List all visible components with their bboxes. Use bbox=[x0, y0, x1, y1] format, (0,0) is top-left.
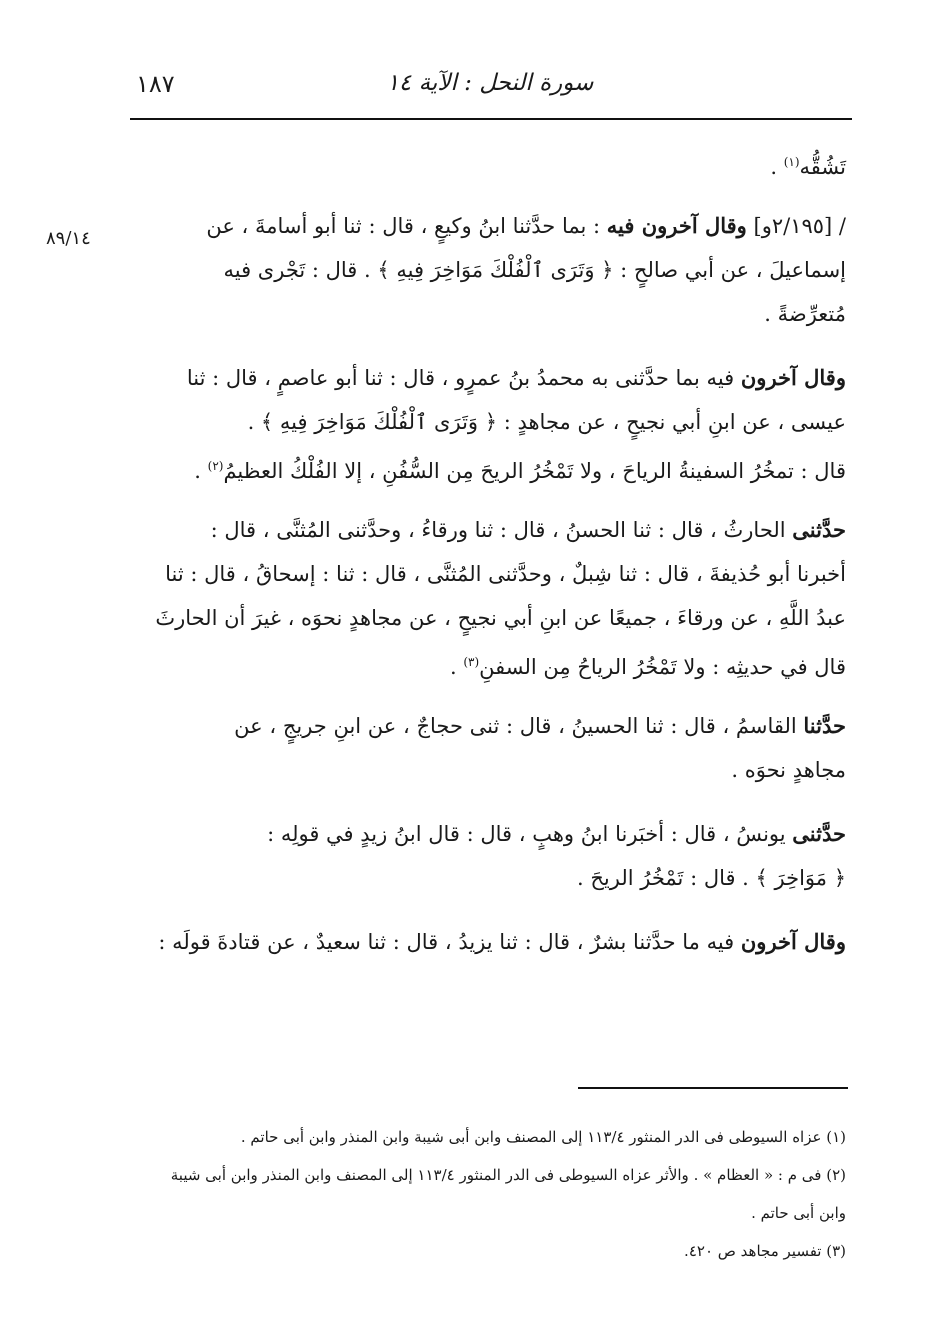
paragraph-line: مجاهدٍ نحوَه . bbox=[731, 758, 846, 782]
text-span: يونسُ ، قال : أخبَرنا ابنُ وهبٍ ، قال : قال ابنُ زيدٍ في قولِه : bbox=[267, 822, 793, 846]
running-title: سورة النحل : الآية ١٤ bbox=[386, 70, 594, 96]
text-span: . bbox=[449, 655, 464, 679]
bold-span: حدَّثنا bbox=[803, 713, 846, 738]
paragraph-line bbox=[130, 444, 846, 488]
paragraph-line: ﴿ مَوَاخِرَ ﴾ . قال : تَمْخُرُ الريحَ . bbox=[577, 866, 846, 890]
paragraph-gap bbox=[130, 488, 846, 508]
page-header bbox=[130, 62, 850, 112]
main-text bbox=[130, 140, 846, 964]
text-span: فيه بما حدَّثنى به محمدُ بنُ عمرٍو ، قال : ثنا أبو عاصمٍ ، قال : ثنا bbox=[186, 366, 741, 390]
paragraph-line: إسماعيلَ ، عن أبي صالحٍ : ﴿ وَتَرَى ٱلْفُلْكَ مَوَاخِرَ فِيهِ ﴾ . قال : تَجْرى فيه bbox=[223, 258, 846, 282]
page-number: ١٨٧ bbox=[136, 70, 175, 98]
bold-span: وقال آخرون فيه bbox=[606, 213, 747, 238]
footnote-marker: (٣) bbox=[463, 655, 480, 669]
header-rule bbox=[130, 118, 852, 120]
footnote-marker: (٢) bbox=[207, 459, 224, 473]
paragraph-line bbox=[130, 812, 846, 856]
text-span: الحارثُ ، قال : ثنا الحسنُ ، قال : ثنا ورقاءُ ، وحدَّثنى المُثنَّى ، قال : bbox=[210, 518, 793, 542]
paragraph-line bbox=[130, 356, 846, 400]
paragraph-line bbox=[130, 508, 846, 552]
bold-span: وقال آخرون bbox=[740, 365, 846, 390]
text-span: القاسمُ ، قال : ثنا الحسينُ ، قال : ثنى حجاجٌ ، عن ابنِ جريجٍ ، عن bbox=[234, 714, 804, 738]
paragraph-gap bbox=[130, 336, 846, 356]
text-span: . bbox=[194, 459, 208, 483]
paragraph-line: عبدُ اللَّهِ ، عن ورقاءَ ، جميعًا عن ابنِ أبي نجيحٍ ، عن مجاهدٍ نحوَه ، غيرَ أن الحارثَ bbox=[155, 606, 846, 630]
footnote-2-cont: وابن أبى حاتم . bbox=[751, 1204, 846, 1222]
paragraph-line bbox=[130, 204, 846, 248]
bold-span: حدَّثنى bbox=[792, 517, 846, 542]
paragraph-line: مُتعرِّضةً . bbox=[764, 302, 846, 326]
paragraph-gap bbox=[130, 184, 846, 204]
footnote-rule bbox=[578, 1087, 848, 1089]
bold-span: وقال آخرون bbox=[740, 929, 846, 954]
paragraph-line bbox=[130, 140, 846, 184]
paragraph-line bbox=[130, 920, 846, 964]
text-span: . bbox=[770, 155, 784, 179]
text-span: قال : تمخُرُ السفينةُ الرياحَ ، ولا تَمْخُرُ الريحَ مِن السُّفُنِ ، إلا الفُلْكُ العظيمُ bbox=[223, 459, 846, 483]
footnote-3: (٣) تفسير مجاهد ص ٤٢٠. bbox=[684, 1242, 846, 1260]
paragraph-line: أخبرنا أبو حُذيفةَ ، قال : ثنا شِبلٌ ، وحدَّثنى المُثنَّى ، قال : ثنا : إسحاقُ ، قال : ثنا bbox=[165, 562, 846, 586]
footnote-2: (٢) فى م : « العظام » . والأثر عزاه السيوطى فى الدر المنثور ١١٣/٤ إلى المصنف وابن المنذر وابن أبى شيبة bbox=[170, 1166, 846, 1184]
paragraph-gap bbox=[130, 792, 846, 812]
text-span: قال في حديثِه : ولا تَمْخُرُ الرياحُ مِن السفنِ bbox=[479, 655, 846, 679]
footnote-marker: (١) bbox=[783, 155, 800, 169]
text-span: فيه ما حدَّثنا بشرٌ ، قال : ثنا يزيدُ ، قال : ثنا سعيدٌ ، عن قتادةَ قولَه : bbox=[158, 930, 741, 954]
text-span: تَشُقُّه bbox=[799, 155, 846, 179]
footnotes bbox=[130, 1118, 846, 1270]
paragraph-line bbox=[130, 704, 846, 748]
footnote-1: (١) عزاه السيوطى فى الدر المنثور ١١٣/٤ إلى المصنف وابن أبى شيبة وابن المنذر وابن أبى حاتم . bbox=[240, 1128, 846, 1146]
text-span: : بما حدَّثنا ابنُ وكيعٍ ، قال : ثنا أبو أسامةَ ، عن bbox=[206, 214, 607, 238]
paragraph-gap bbox=[130, 684, 846, 704]
margin-reference: ٨٩/١٤ bbox=[46, 228, 91, 249]
paragraph-line: عيسى ، عن ابنِ أبي نجيحٍ ، عن مجاهدٍ : ﴿ وَتَرَى ٱلْفُلْكَ مَوَاخِرَ فِيهِ ﴾ . bbox=[247, 410, 846, 434]
paragraph-gap bbox=[130, 900, 846, 920]
bold-span: حدَّثنى bbox=[792, 821, 846, 846]
manuscript-ref: / [٢/١٩٥و] bbox=[746, 214, 846, 238]
paragraph-line bbox=[130, 640, 846, 684]
